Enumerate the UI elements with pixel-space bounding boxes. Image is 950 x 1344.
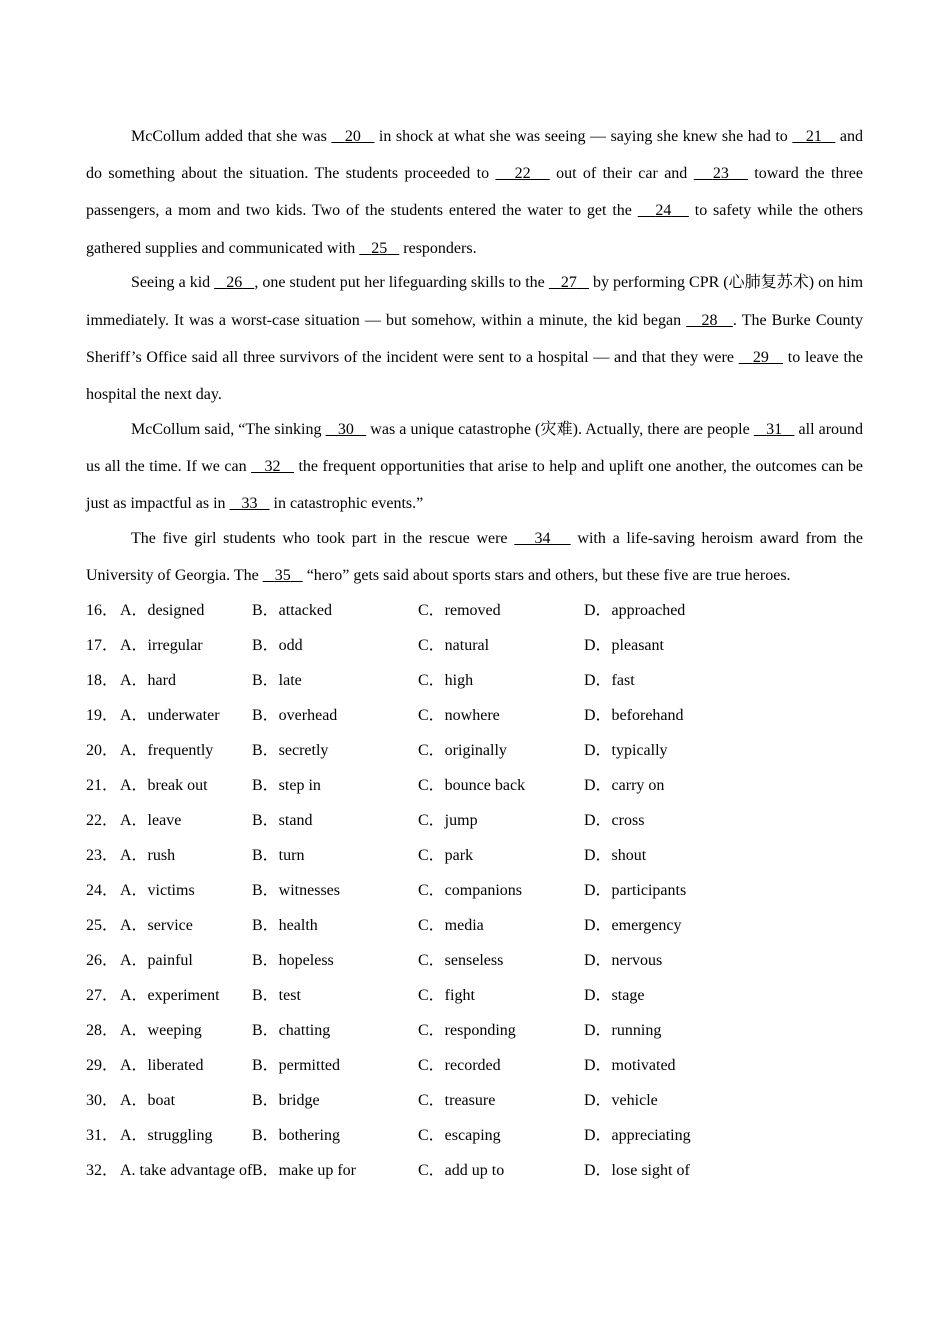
question-number: 16． [86,602,119,619]
question-row [86,635,886,670]
option-b: B．stand [252,812,313,829]
option-a: A．frequently [120,742,214,759]
option-c: C．companions [418,882,522,899]
option-b: B．step in [252,777,321,794]
option-b: B．overhead [252,707,338,724]
option-c: C．nowhere [418,707,500,724]
question-row [86,1090,886,1125]
option-d: D．nervous [584,952,663,969]
option-c: C．high [418,672,474,689]
question-row [86,950,886,985]
blank-31 [754,421,795,438]
option-d: D．pleasant [584,637,664,654]
blank-number: 23 [712,165,729,183]
option-d: D．approached [584,602,686,619]
option-a: A．victims [120,882,195,899]
blank-24 [638,202,689,219]
question-number: 22． [86,812,119,829]
option-b: B．secretly [252,742,329,759]
question-number: 25． [86,917,119,934]
option-a: A．hard [120,672,176,689]
option-b: B．turn [252,847,305,864]
text-segment: . The Burke County Sheriff’s Office said all three survivors of the incident were sent to a hospital — and that they were [86,311,864,366]
text-segment: McCollum said, “The sinking [131,420,326,438]
question-number: 24． [86,882,119,899]
text-segment: by performing CPR (心肺复苏术) on him immediately. It was a worst-case situation — but somehow, within a minute, the kid began [86,274,864,329]
option-a: A．weeping [120,1022,202,1039]
question-row [86,880,886,915]
paragraph [86,118,863,267]
option-d: D．vehicle [584,1092,658,1109]
option-b: B．hopeless [252,952,334,969]
paragraph [86,264,863,413]
question-row [86,915,886,950]
text-segment: Seeing a kid [131,274,215,292]
option-a: A．boat [120,1092,176,1109]
option-c: C．originally [418,742,507,759]
blank-33 [230,495,270,512]
text-segment: all around us all the time. If we can [86,420,864,475]
text-segment: and do something about the situation. The students proceeded to [86,128,864,183]
text-segment: , one student put her lifeguarding skills to the [254,274,549,292]
blank-number: 20 [344,128,361,145]
text-segment: the frequent opportunities that arise to help and uplift one another, the outcomes can be just as impactful as in [86,457,864,513]
option-c: C．park [418,847,474,864]
option-d: D．fast [584,672,635,689]
option-b: B．late [252,672,302,689]
blank-number: 28 [701,311,718,329]
blank-22 [495,165,549,182]
text-segment: “hero” gets said about sports stars and others, but these five are true heroes. [302,566,791,584]
blank-30 [326,421,367,438]
question-row [86,1055,886,1090]
option-b: B．health [252,917,318,934]
text-segment: out of their car and [549,165,694,183]
text-segment: responders. [399,239,477,257]
question-number: 21． [86,777,119,794]
option-c: C．responding [418,1022,516,1039]
blank-20 [331,128,374,145]
text-segment: McCollum added that she was [131,128,332,145]
option-d: D．motivated [584,1057,676,1074]
question-row [86,810,886,845]
option-d: D．cross [584,812,645,829]
option-d: D．beforehand [584,707,684,724]
option-c: C．treasure [418,1092,496,1109]
option-b: B．chatting [252,1022,331,1039]
text-segment: was a unique catastrophe (灾难). Actually, there are people [366,420,754,438]
question-row [86,600,886,635]
option-c: C．escaping [418,1127,501,1144]
blank-number: 24 [655,202,672,220]
blank-28 [686,312,733,329]
blank-number: 21 [805,128,822,145]
option-c: C．add up to [418,1162,505,1179]
paragraph [86,520,863,594]
blank-number: 22 [514,165,531,183]
option-d: D．participants [584,882,687,899]
question-row [86,845,886,880]
option-c: C．removed [418,602,501,619]
paragraph [86,411,863,523]
question-number: 20． [86,742,119,759]
blank-26 [214,274,254,291]
option-b: B．make up for [252,1162,356,1179]
question-number: 18． [86,672,119,689]
option-d: D．typically [584,742,668,759]
question-number: 17． [86,637,119,654]
question-options [86,600,886,1195]
question-row [86,775,886,810]
text-segment: to safety while the others gathered supplies and communicated with [86,202,864,257]
question-number: 19． [86,707,119,724]
question-number: 29． [86,1057,119,1074]
option-a: A．service [120,917,193,934]
blank-34 [514,530,570,547]
question-row [86,985,886,1020]
option-d: D．stage [584,987,645,1004]
question-number: 30． [86,1092,119,1109]
option-d: D．shout [584,847,647,864]
blank-number: 25 [371,239,388,257]
blank-23 [694,165,748,182]
blank-number: 31 [766,420,783,438]
blank-25 [359,240,399,257]
cloze-passage [86,118,863,594]
option-a: A．rush [120,847,176,864]
blank-number: 35 [274,566,291,584]
question-row [86,1160,886,1195]
option-a: A. take advantage of [120,1162,253,1179]
question-row [86,705,886,740]
option-c: C．media [418,917,484,934]
text-segment: toward the three passengers, a mom and two kids. Two of the students entered the water to get the [86,165,864,220]
text-segment: with a life-saving heroism award from the University of Georgia. The [86,529,864,584]
question-row [86,670,886,705]
blank-29 [739,349,783,366]
option-b: B．witnesses [252,882,341,899]
blank-number: 27 [560,274,577,292]
option-b: B．bridge [252,1092,320,1109]
question-row [86,1020,886,1055]
option-b: B．bothering [252,1127,340,1144]
blank-27 [549,274,589,291]
option-a: A．experiment [120,987,220,1004]
option-c: C．natural [418,637,490,654]
question-row [86,740,886,775]
option-a: A．liberated [120,1057,204,1074]
blank-35 [263,567,303,584]
question-number: 32． [86,1162,119,1179]
option-d: D．appreciating [584,1127,691,1144]
option-d: D．lose sight of [584,1162,690,1179]
option-d: D．emergency [584,917,682,934]
option-a: A．underwater [120,707,220,724]
option-a: A．irregular [120,637,203,654]
option-a: A．break out [120,777,208,794]
question-number: 27． [86,987,119,1004]
option-a: A．leave [120,812,182,829]
blank-number: 29 [752,348,769,366]
blank-number: 32 [264,457,281,475]
question-number: 28． [86,1022,119,1039]
question-row [86,1125,886,1160]
blank-32 [251,458,294,475]
option-d: D．carry on [584,777,665,794]
option-c: C．senseless [418,952,504,969]
option-b: B．permitted [252,1057,340,1074]
option-b: B．odd [252,637,303,654]
option-b: B．test [252,987,301,1004]
option-c: C．fight [418,987,475,1004]
text-segment: to leave the hospital the next day. [86,348,864,403]
question-number: 31． [86,1127,119,1144]
blank-21 [792,128,835,145]
blank-number: 33 [241,495,258,513]
option-d: D．running [584,1022,662,1039]
text-segment: in shock at what she was seeing — saying she knew she had to [374,128,793,145]
question-number: 26． [86,952,119,969]
blank-number: 30 [337,420,354,438]
question-number: 23． [86,847,119,864]
option-a: A．struggling [120,1127,213,1144]
option-c: C．jump [418,812,478,829]
option-b: B．attacked [252,602,332,619]
text-segment: The five girl students who took part in the rescue were [131,529,515,547]
option-c: C．recorded [418,1057,501,1074]
blank-number: 34 [534,529,551,547]
text-segment: in catastrophic events.” [269,495,424,513]
option-c: C．bounce back [418,777,526,794]
option-a: A．designed [120,602,205,619]
option-a: A．painful [120,952,193,969]
blank-number: 26 [226,274,243,292]
